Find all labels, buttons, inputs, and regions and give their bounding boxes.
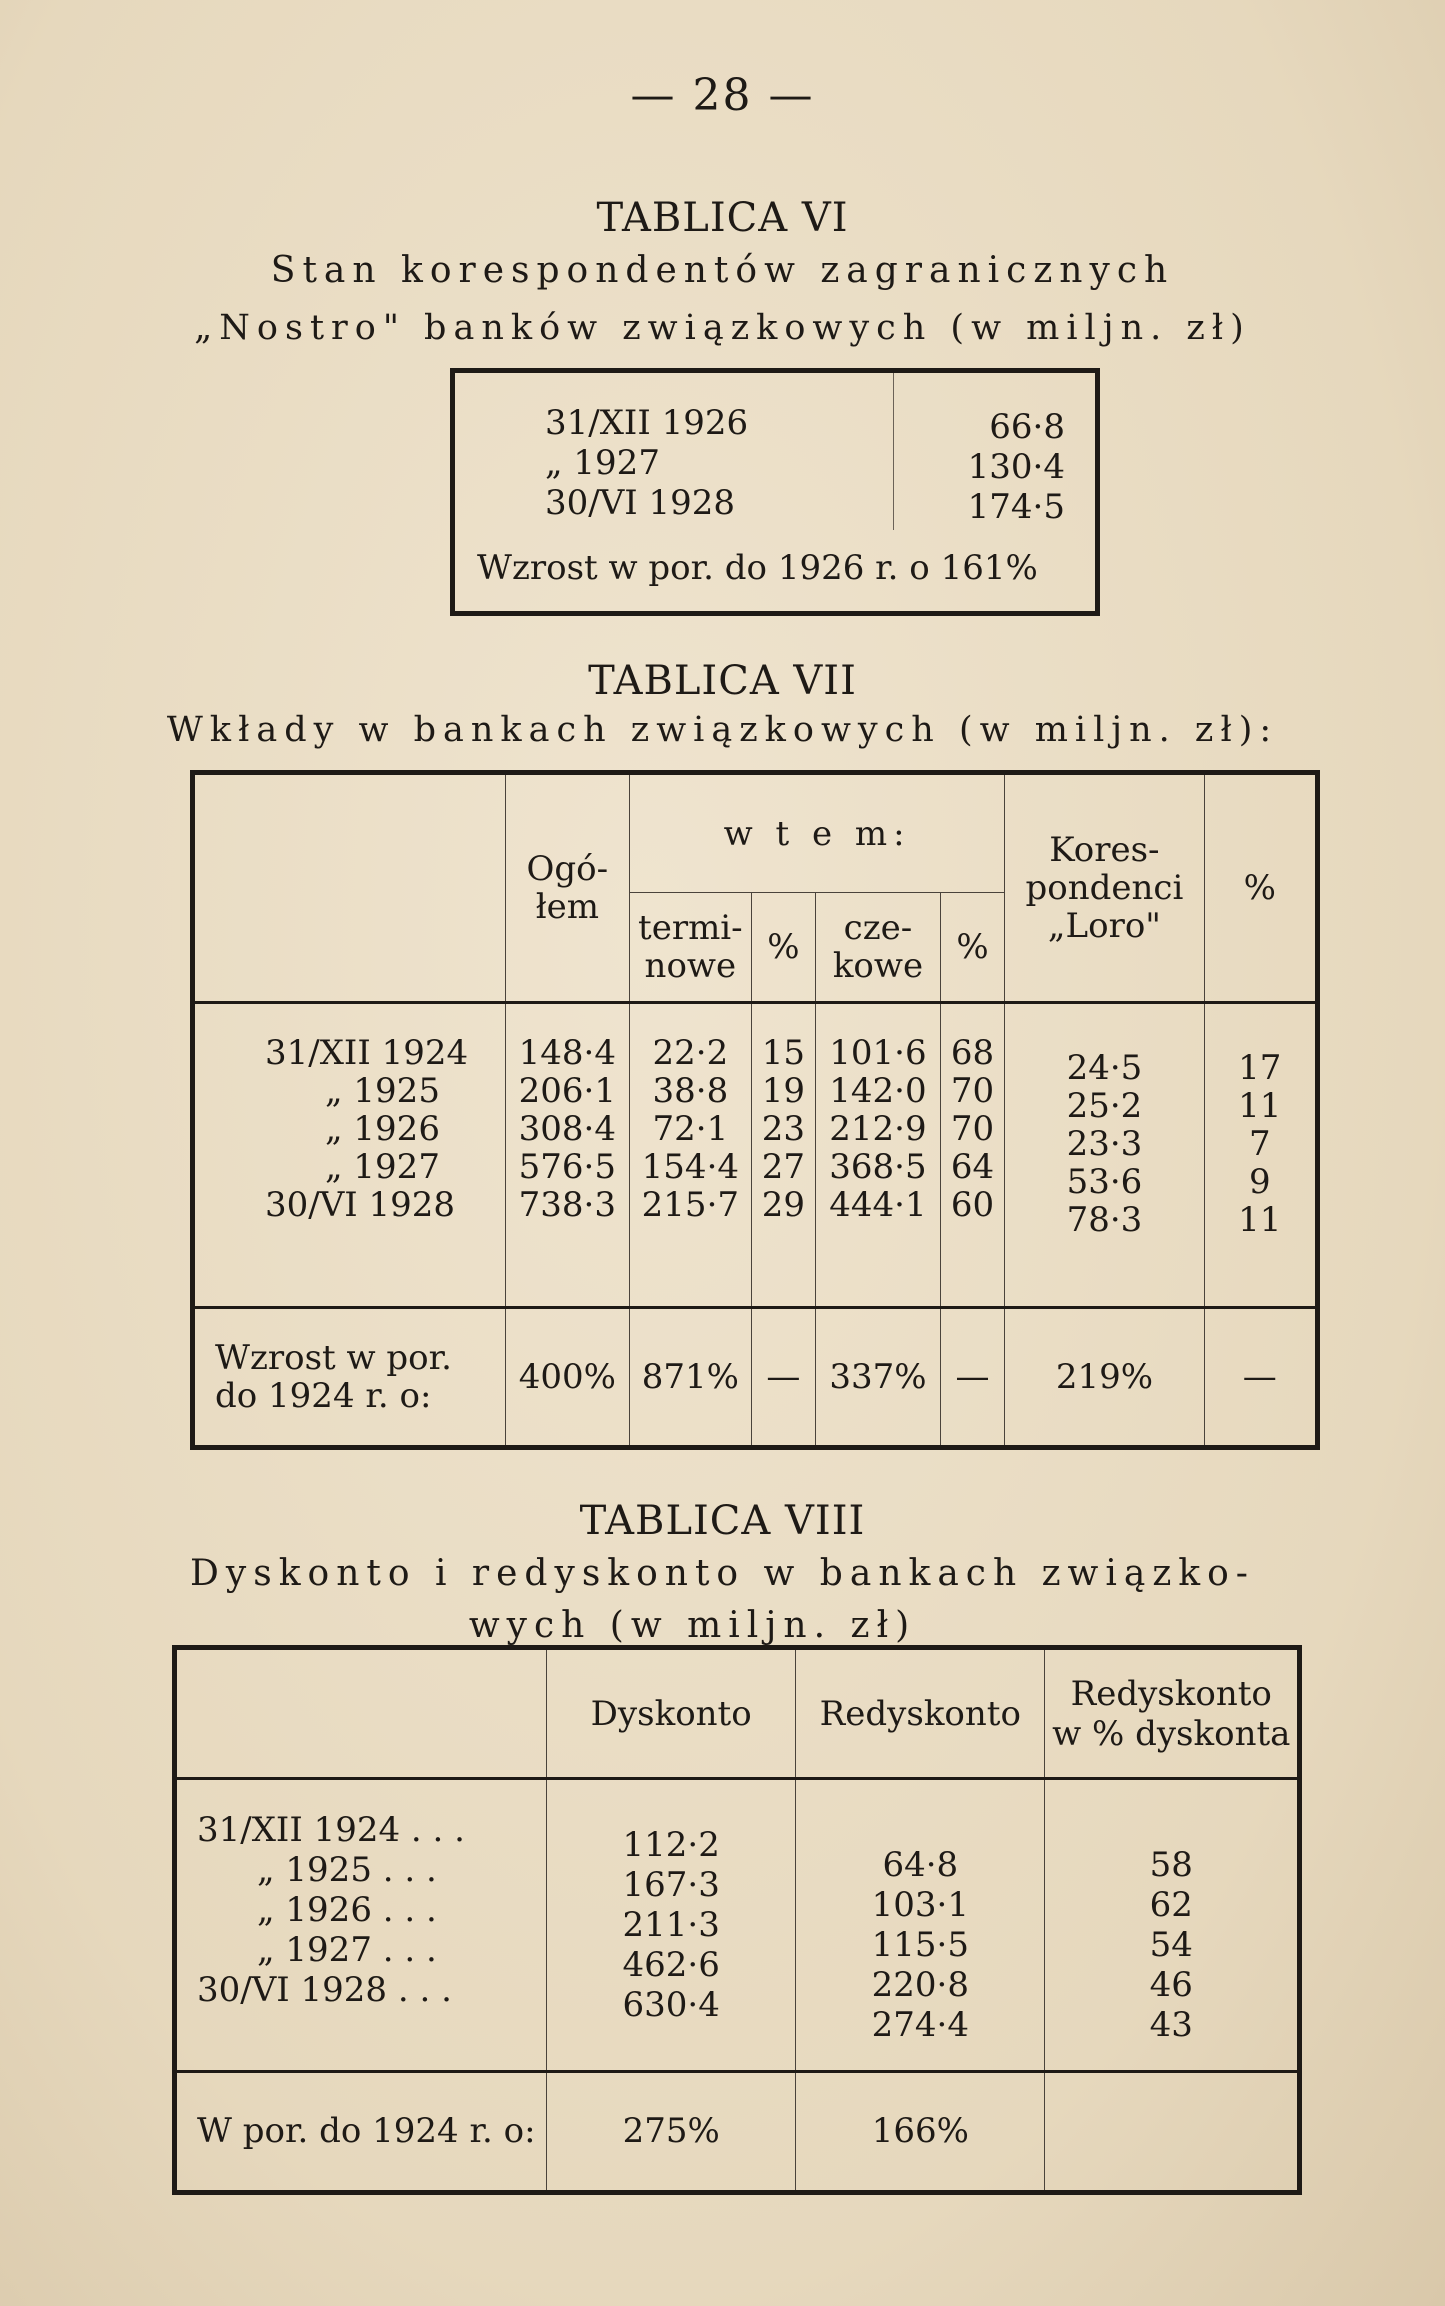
table-vii-cell: 738·3 — [518, 1185, 616, 1225]
table-viii-redyskonto-col — [796, 1779, 1045, 2072]
table-vi — [450, 368, 1100, 616]
table-viii-date: „ 1926 . . . — [257, 1890, 437, 1931]
table-vii-cell: 70 — [950, 1071, 995, 1111]
table-vii-footer-cell: 400% — [505, 1308, 629, 1448]
table-viii-cell: 220·8 — [871, 1965, 969, 2006]
table-vii-cell: 215·7 — [641, 1185, 740, 1225]
table-viii-footer-cell — [1045, 2071, 1300, 2192]
table-vii-cell: 576·5 — [518, 1147, 616, 1187]
table-viii-cell: 62 — [1149, 1885, 1193, 1926]
table-vii-cell: 15 — [761, 1033, 806, 1073]
table-viii-cell: 58 — [1149, 1845, 1193, 1886]
table-vii-cell: 308·4 — [518, 1109, 616, 1149]
table-viii-dyskonto-col — [547, 1779, 796, 2072]
table-vii-header-wtem: w t e m: — [630, 773, 1005, 893]
table-vii-cell: 70 — [950, 1109, 995, 1149]
table-vii-cell: 368·5 — [829, 1147, 927, 1187]
table-viii-footer-cell: 275% — [547, 2071, 796, 2192]
table-viii-caption-line2: wych (w miljn. zł) — [468, 1605, 917, 1646]
table-viii-header-pct: Redyskonto w % dyskonta — [1045, 1648, 1300, 1779]
table-vii-header-loro-pct: % — [1204, 773, 1317, 1003]
table-viii-cell: 103·1 — [871, 1885, 969, 1926]
table-vii-cell: 72·1 — [652, 1109, 729, 1149]
table-viii-pct-col — [1045, 1779, 1300, 2072]
table-vii-title: TABLICA VII — [588, 658, 857, 704]
table-viii-cell: 46 — [1149, 1965, 1193, 2006]
table-vii-cell: 53·6 — [1066, 1162, 1143, 1202]
table-vii-footer-cell: 219% — [1005, 1308, 1204, 1448]
table-vii-cell: 101·6 — [829, 1033, 927, 1073]
table-vii-cell: 11 — [1238, 1200, 1282, 1240]
table-vii-date: „ 1925 — [325, 1071, 440, 1111]
table-vi-values — [894, 371, 1098, 530]
table-vi-caption-line2: „Nostro" banków związkowych (w miljn. zł) — [194, 308, 1251, 348]
table-viii-date: 30/VI 1928 . . . — [197, 1970, 452, 2011]
table-vii-cell: 38·8 — [652, 1071, 729, 1111]
table-viii-header-dyskonto: Dyskonto — [547, 1648, 796, 1779]
table-vi-value: 174·5 — [967, 487, 1065, 527]
table-vi-value: 66·8 — [989, 407, 1065, 447]
table-vi-title: TABLICA VI — [596, 195, 849, 241]
table-vii-footer-cell: 871% — [630, 1308, 752, 1448]
table-vii-header-czekowe-pct: % — [940, 893, 1005, 1003]
table-vii-date: 31/XII 1924 — [265, 1033, 469, 1073]
table-vii-ogolem-col — [505, 1003, 629, 1308]
table-vii-cell: 25·2 — [1066, 1086, 1143, 1126]
table-vi-dates — [453, 371, 894, 530]
table-viii-footer-label: W por. do 1924 r. o: — [175, 2071, 547, 2192]
table-vii-header-terminowe: termi- nowe — [630, 893, 752, 1003]
table-vii-cell: 23·3 — [1066, 1124, 1143, 1164]
table-vii-dates — [193, 1003, 506, 1308]
table-viii-cell: 115·5 — [871, 1925, 969, 1966]
table-vii-cell: 19 — [761, 1071, 806, 1111]
table-vii-cell: 64 — [950, 1147, 995, 1187]
table-vi-caption-line1: Stan korespondentów zagranicznych — [270, 250, 1175, 291]
table-viii-footer-cell: 166% — [796, 2071, 1045, 2192]
table-vii-loro-pct-col — [1204, 1003, 1317, 1308]
table-vii-caption: Wkłady w bankach związkowych (w miljn. zł): — [166, 710, 1279, 750]
page-number: — 28 — — [630, 70, 815, 121]
table-vii-cell: 444·1 — [829, 1185, 927, 1225]
table-vii-footer-cell: — — [940, 1308, 1005, 1448]
table-vii-cell: 9 — [1248, 1162, 1271, 1202]
table-viii-cell: 64·8 — [882, 1845, 959, 1886]
table-vii-footer-cell: — — [751, 1308, 816, 1448]
table-vi-footer: Wzrost w por. do 1926 r. o 161% — [477, 547, 1038, 588]
table-vii-cell: 68 — [950, 1033, 995, 1073]
table-vii-cell: 154·4 — [641, 1147, 740, 1187]
table-vii-cell: 24·5 — [1066, 1048, 1143, 1088]
table-vii-header-total: Ogó- łem — [505, 773, 629, 1003]
table-vii-cell: 212·9 — [829, 1109, 927, 1149]
table-vii-footer-cell: 337% — [816, 1308, 941, 1448]
table-vii-cell: 27 — [761, 1147, 806, 1187]
table-viii-cell: 274·4 — [871, 2005, 969, 2046]
table-vi-date: 31/XII 1926 — [545, 403, 749, 443]
table-vii-cell: 142·0 — [829, 1071, 927, 1111]
table-viii-date: „ 1927 . . . — [257, 1930, 437, 1971]
table-vi-date: „ 1927 — [545, 443, 660, 483]
table-viii-cell: 167·3 — [622, 1865, 720, 1906]
table-vii-terminowe-pct-col — [751, 1003, 816, 1308]
table-viii-title: TABLICA VIII — [579, 1498, 866, 1544]
table-vii-cell: 23 — [761, 1109, 806, 1149]
table-vii-cell: 22·2 — [652, 1033, 729, 1073]
table-vii — [190, 770, 1320, 1450]
table-vii-cell: 11 — [1238, 1086, 1282, 1126]
table-vii-header-terminowe-pct: % — [751, 893, 816, 1003]
table-vii-cell: 29 — [761, 1185, 806, 1225]
table-vii-date: 30/VI 1928 — [265, 1185, 456, 1225]
table-viii-cell: 630·4 — [622, 1985, 720, 2026]
table-viii-date: „ 1925 . . . — [257, 1850, 437, 1891]
table-vii-footer-cell: — — [1204, 1308, 1317, 1448]
table-vii-czekowe-pct-col — [940, 1003, 1005, 1308]
table-vii-footer-label: Wzrost w por. do 1924 r. o: — [193, 1308, 506, 1448]
table-vii-date: „ 1927 — [325, 1147, 440, 1187]
table-viii-cell: 462·6 — [622, 1945, 720, 1986]
table-vii-cell: 7 — [1248, 1124, 1271, 1164]
table-vi-value: 130·4 — [967, 447, 1065, 487]
table-vi-date: 30/VI 1928 — [545, 483, 736, 523]
table-vii-header-czekowe: cze- kowe — [816, 893, 941, 1003]
table-vii-cell: 78·3 — [1066, 1200, 1143, 1240]
table-vii-loro-col — [1005, 1003, 1204, 1308]
table-viii-cell: 54 — [1149, 1925, 1193, 1966]
table-viii-caption-line1: Dyskonto i redyskonto w bankach związko- — [190, 1553, 1255, 1594]
table-viii — [172, 1645, 1302, 2195]
table-viii-cell: 211·3 — [622, 1905, 720, 1946]
table-vii-date: „ 1926 — [325, 1109, 440, 1149]
table-vii-cell: 206·1 — [518, 1071, 616, 1111]
table-viii-corner — [175, 1648, 547, 1779]
table-viii-header-redyskonto: Redyskonto — [796, 1648, 1045, 1779]
table-vii-terminowe-col — [630, 1003, 752, 1308]
table-vii-header-loro: Kores- pondenci „Loro" — [1005, 773, 1204, 1003]
table-viii-dates — [175, 1779, 547, 2072]
table-vii-cell: 17 — [1238, 1048, 1282, 1088]
table-viii-cell: 43 — [1149, 2005, 1193, 2046]
table-vii-cell: 60 — [950, 1185, 995, 1225]
table-vii-czekowe-col — [816, 1003, 941, 1308]
table-vii-cell: 148·4 — [518, 1033, 616, 1073]
table-vii-corner — [193, 773, 506, 1003]
table-viii-cell: 112·2 — [622, 1825, 720, 1866]
table-viii-date: 31/XII 1924 . . . — [197, 1810, 465, 1851]
